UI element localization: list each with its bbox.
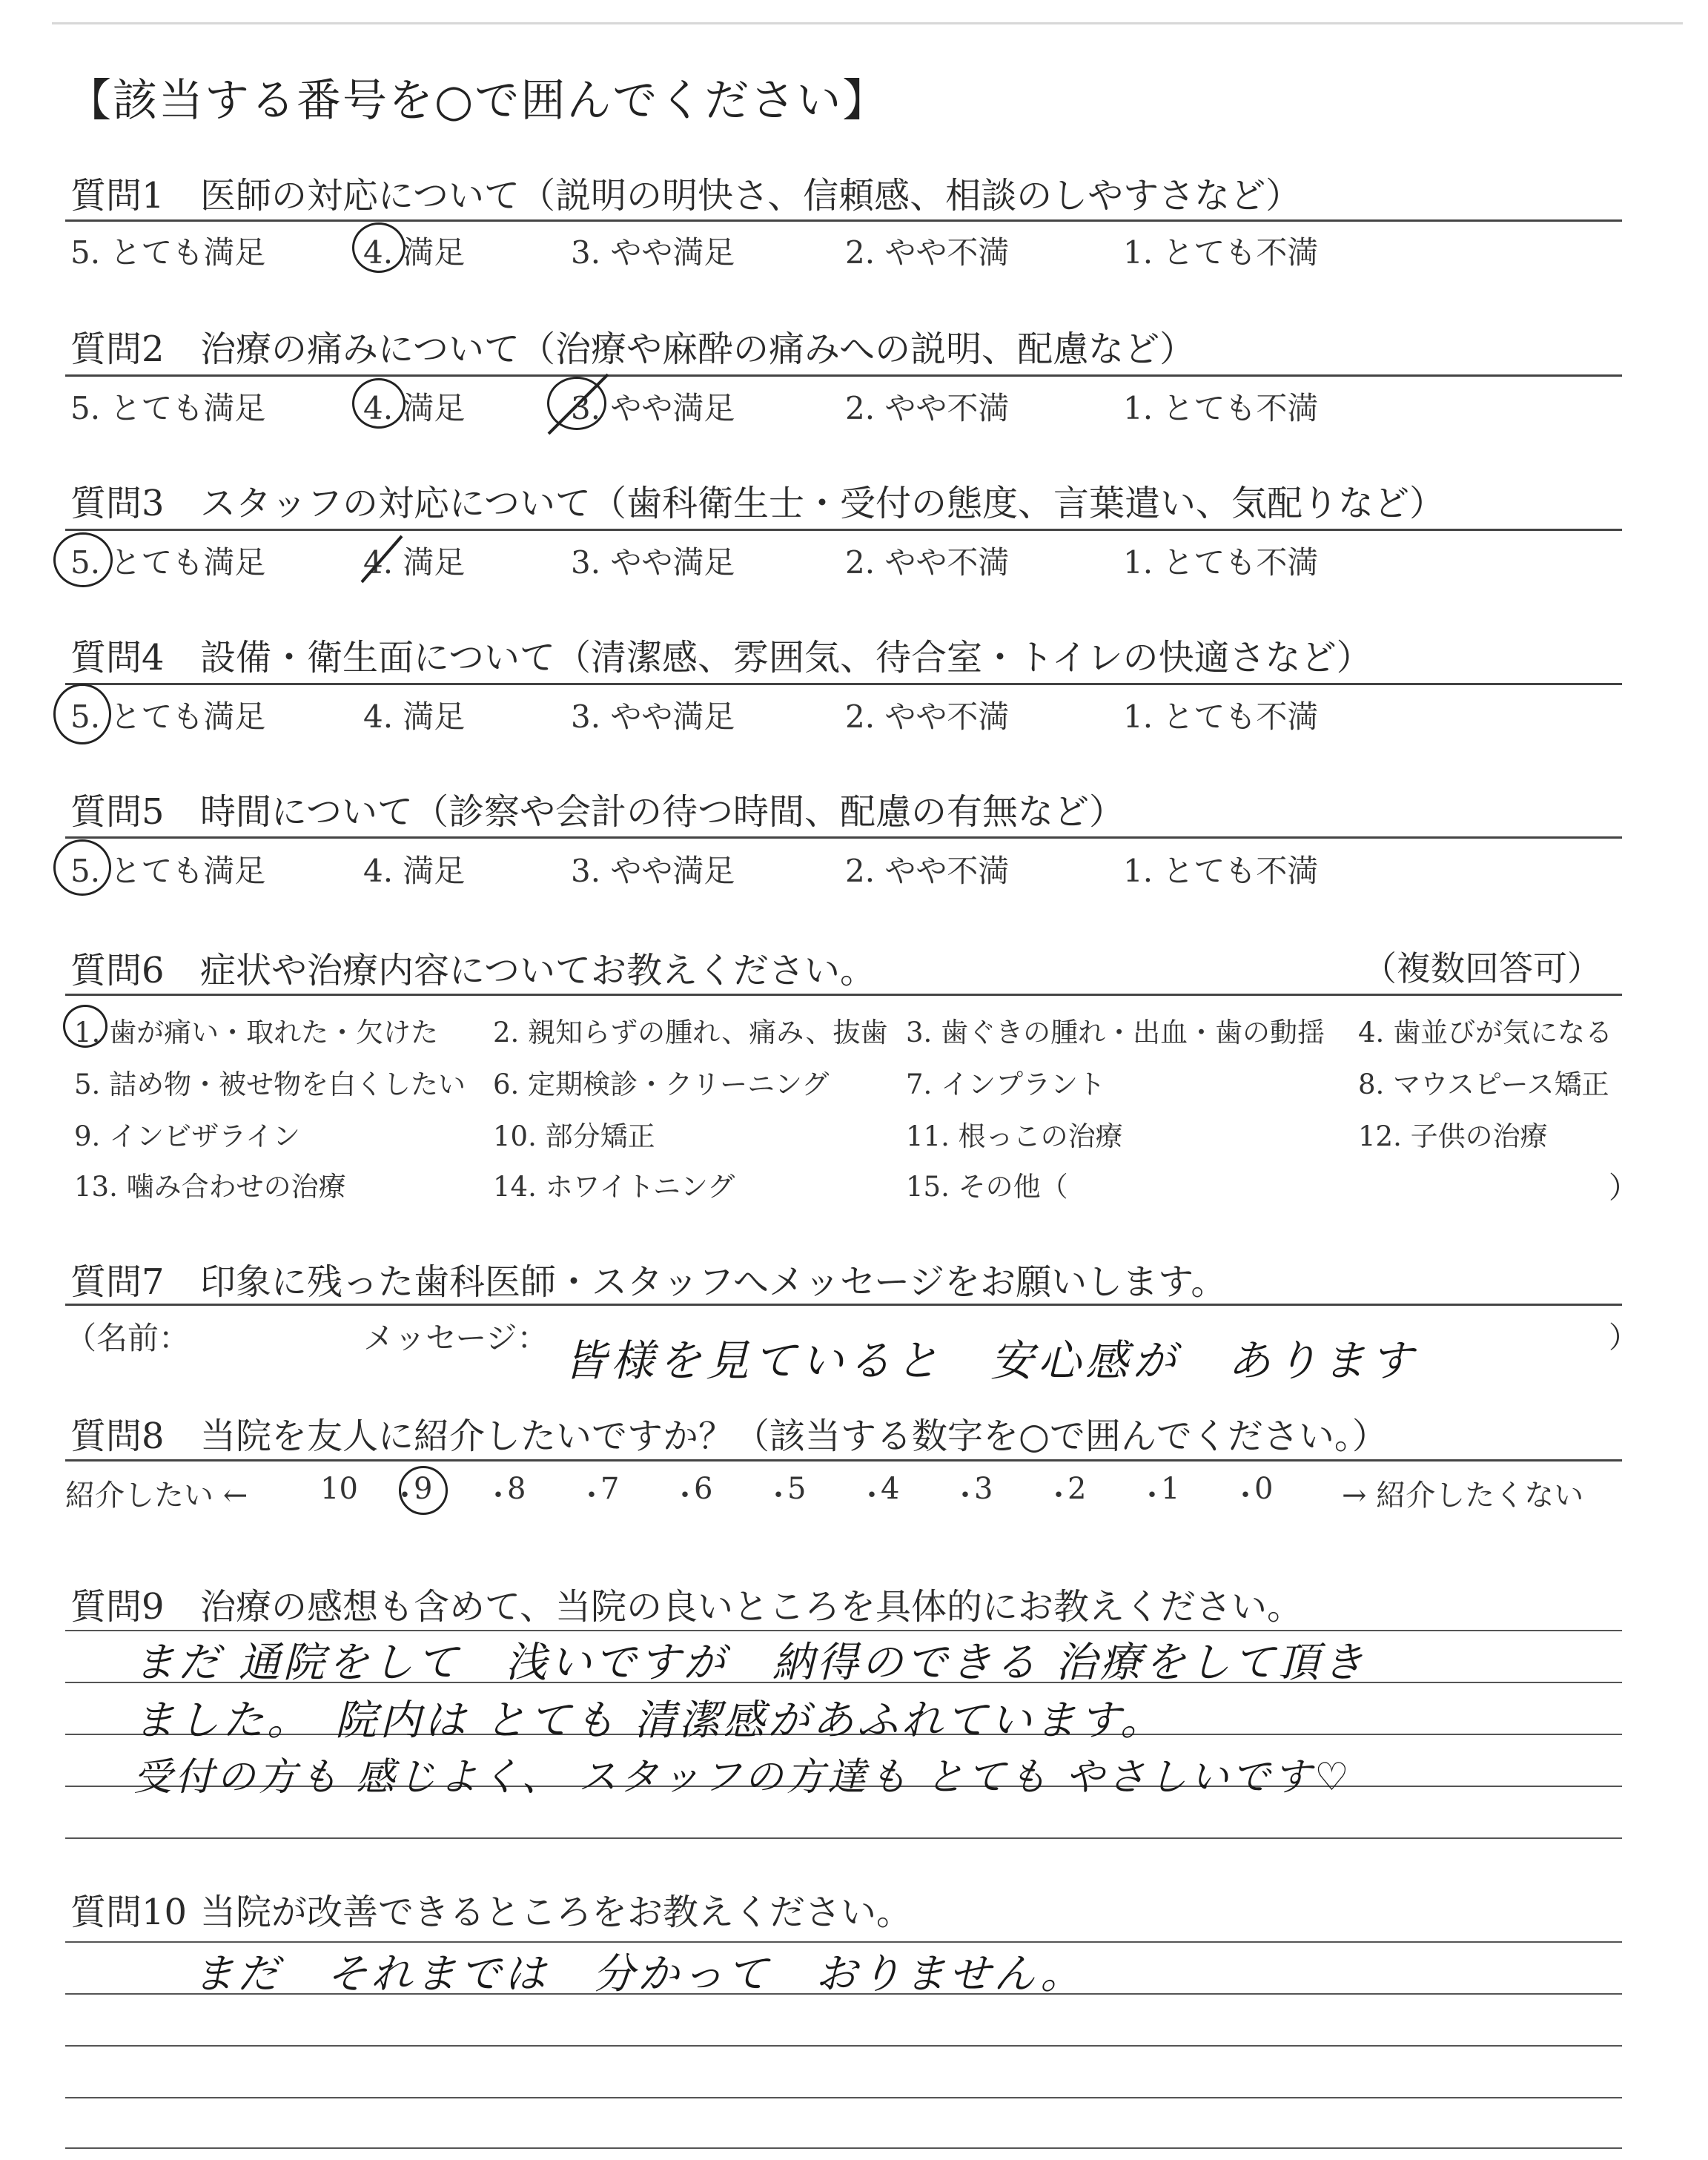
q8-scale-separator: ・ (1137, 1479, 1167, 1513)
question-7-text: 印象に残った歯科医師・スタッフへメッセージをお願いします。 (200, 1261, 1227, 1303)
q6-item-7[interactable]: 7. インプラント (906, 1069, 1106, 1100)
q8-scale-7[interactable]: 7 (600, 1472, 620, 1506)
q5-option-5[interactable]: 5. とても満足 (70, 853, 266, 889)
question-7-heading (70, 1253, 1226, 1304)
question-6-rule (65, 994, 1622, 996)
q8-scale-separator: ・ (1044, 1479, 1073, 1513)
question-7-rule (65, 1304, 1622, 1306)
q8-scale-separator: ・ (764, 1479, 793, 1513)
q1-selected-circle (352, 222, 406, 273)
question-5-heading (70, 783, 1125, 834)
q1-option-5[interactable]: 5. とても満足 (70, 234, 266, 271)
q9-handwritten-line-3: 受付の方も 感じよく、 スタッフの方達も とても やさしいです♡ (133, 1755, 1352, 1800)
q5-option-1[interactable]: 1. とても不満 (1123, 853, 1319, 889)
page-top-border (52, 22, 1683, 24)
question-10-text: 当院が改善できるところをお教えください。 (200, 1892, 913, 1933)
q9-handwritten-line-2: ました。 院内は とても 清潔感があふれています。 (133, 1697, 1165, 1745)
q10-handwritten-line-1: まだ それまでは 分かって おりません。 (193, 1950, 1085, 1998)
question-1-number: 質問1 (70, 175, 165, 217)
q6-item-15[interactable]: 15. その他（ (906, 1171, 1068, 1203)
q1-option-4[interactable]: 4. 満足 (363, 234, 466, 271)
q8-scale-separator: ・ (577, 1479, 606, 1513)
q1-option-2[interactable]: 2. やや不満 (845, 234, 1010, 271)
q6-item-10[interactable]: 10. 部分矯正 (493, 1120, 655, 1152)
q6-item-1[interactable]: 1. 歯が痛い・取れた・欠けた (74, 1017, 439, 1048)
q6-selected-circle (63, 1005, 107, 1048)
q7-message-label: メッセージ： (363, 1320, 549, 1356)
q8-scale-2[interactable]: 2 (1068, 1472, 1087, 1506)
question-3-rule (65, 529, 1622, 531)
question-6-number: 質問6 (70, 950, 165, 991)
q6-item-9[interactable]: 9. インビザライン (74, 1120, 300, 1152)
q8-selected-circle (399, 1466, 448, 1515)
question-8-text: 当院を友人に紹介したいですか？（該当する数字を○で囲んでください。） (200, 1416, 1388, 1457)
q3-strike-mark (356, 530, 408, 586)
q6-item-14[interactable]: 14. ホワイトニング (493, 1171, 735, 1203)
q8-scale-6[interactable]: 6 (694, 1472, 713, 1506)
q10-line-3 (65, 2045, 1622, 2047)
q6-item-4[interactable]: 4. 歯並びが気になる (1358, 1017, 1613, 1048)
q7-close-paren: ） (1609, 1321, 1638, 1355)
q5-selected-circle (53, 839, 111, 896)
q8-scale-separator: ・ (857, 1479, 887, 1513)
q2-selected-circle (352, 378, 406, 429)
q8-scale-separator: ・ (670, 1479, 700, 1513)
q5-option-4[interactable]: 4. 満足 (363, 853, 466, 889)
q2-option-3[interactable]: 3. やや満足 (571, 390, 735, 426)
question-4-heading (70, 629, 1372, 680)
q6-multiple-answers-note: （複数回答可） (1363, 948, 1601, 988)
question-9-number: 質問9 (70, 1586, 165, 1628)
q7-handwritten-message: 皆様を見ていると 安心感が あります (563, 1335, 1418, 1386)
q6-item-8[interactable]: 8. マウスピース矯正 (1358, 1069, 1609, 1100)
q3-option-3[interactable]: 3. やや満足 (571, 544, 735, 581)
question-6-heading (70, 942, 875, 993)
q9-handwritten-line-1: まだ 通院をして 浅いですが 納得のできる 治療をして頂き (133, 1639, 1367, 1687)
q8-scale-9[interactable]: 9 (414, 1472, 433, 1506)
question-4-number: 質問4 (70, 637, 165, 678)
q8-scale-separator: ・ (1231, 1479, 1260, 1513)
q4-option-1[interactable]: 1. とても不満 (1123, 698, 1319, 735)
question-9-text: 治療の感想も含めて、当院の良いところを具体的にお教えください。 (200, 1586, 1303, 1628)
question-9-heading (70, 1578, 1302, 1629)
q1-option-3[interactable]: 3. やや満足 (571, 234, 735, 271)
question-1-rule (65, 219, 1622, 222)
q8-right-label: → 紹介したくない (1342, 1479, 1584, 1513)
q6-item-5[interactable]: 5. 詰め物・被せ物を白くしたい (74, 1069, 466, 1100)
question-7-number: 質問7 (70, 1261, 165, 1303)
q9-line-5 (65, 1837, 1622, 1839)
q8-scale-3[interactable]: 3 (974, 1472, 993, 1506)
q8-scale-5[interactable]: 5 (787, 1472, 807, 1506)
q5-option-3[interactable]: 3. やや満足 (571, 853, 735, 889)
q6-item-11[interactable]: 11. 根っこの治療 (906, 1120, 1123, 1152)
q8-scale-separator: ・ (483, 1479, 513, 1513)
q1-option-1[interactable]: 1. とても不満 (1123, 234, 1319, 271)
question-2-rule (65, 374, 1622, 377)
q8-scale-10[interactable]: 10 (320, 1472, 358, 1506)
question-8-heading (70, 1407, 1388, 1459)
question-1-text: 医師の対応について（説明の明快さ、信頼感、相談のしやすさなど） (200, 175, 1302, 217)
q6-item-6[interactable]: 6. 定期検診・クリーニング (493, 1069, 830, 1100)
q6-other-close-paren: ） (1609, 1171, 1638, 1205)
q3-option-5[interactable]: 5. とても満足 (70, 544, 266, 581)
q8-scale-0[interactable]: 0 (1254, 1472, 1274, 1506)
q3-option-4[interactable]: 4. 満足 (363, 544, 466, 581)
q6-item-2[interactable]: 2. 親知らずの腫れ、痛み、抜歯 (493, 1017, 888, 1048)
q8-scale-8[interactable]: 8 (507, 1472, 526, 1506)
question-3-text: スタッフの対応について（歯科衛生士・受付の態度、言葉遣い、気配りなど） (200, 483, 1446, 524)
q2-option-2[interactable]: 2. やや不満 (845, 390, 1010, 426)
question-8-number: 質問8 (70, 1416, 165, 1457)
q10-line-4 (65, 2097, 1622, 2098)
q4-option-4[interactable]: 4. 満足 (363, 698, 466, 735)
question-4-rule (65, 683, 1622, 685)
q8-scale-separator: ・ (950, 1479, 980, 1513)
question-2-number: 質問2 (70, 328, 165, 370)
question-6-text: 症状や治療内容についてお教えください。 (200, 950, 876, 991)
question-5-number: 質問5 (70, 791, 165, 833)
question-10-number: 質問10 (70, 1892, 188, 1933)
question-1-heading (70, 167, 1301, 218)
form-title: 【該当する番号を○で囲んでください】 (67, 75, 889, 127)
q2-option-5[interactable]: 5. とても満足 (70, 390, 266, 426)
question-10-heading (70, 1883, 912, 1935)
q4-option-3[interactable]: 3. やや満足 (571, 698, 735, 735)
q8-left-label: 紹介したい ← (65, 1479, 248, 1513)
q10-line-5 (65, 2147, 1622, 2149)
question-3-number: 質問3 (70, 483, 165, 524)
q3-option-2[interactable]: 2. やや不満 (845, 544, 1010, 581)
q4-option-2[interactable]: 2. やや不満 (845, 698, 1010, 735)
q8-scale-4[interactable]: 4 (881, 1472, 900, 1506)
q2-option-4[interactable]: 4. 満足 (363, 390, 466, 426)
q3-selected-circle (53, 532, 113, 587)
question-5-text: 時間について（診察や会計の待つ時間、配慮の有無など） (200, 791, 1125, 833)
q6-item-13[interactable]: 13. 噛み合わせの治療 (74, 1171, 346, 1203)
question-2-text: 治療の痛みについて（治療や麻酔の痛みへの説明、配慮など） (200, 328, 1196, 370)
q3-option-1[interactable]: 1. とても不満 (1123, 544, 1319, 581)
q8-scale-separator: ・ (390, 1479, 420, 1513)
question-2-heading (70, 320, 1195, 371)
q8-scale-1[interactable]: 1 (1161, 1472, 1180, 1506)
question-8-rule (65, 1459, 1622, 1462)
q5-option-2[interactable]: 2. やや不満 (845, 853, 1010, 889)
q2-option-1[interactable]: 1. とても不満 (1123, 390, 1319, 426)
q2-strike-mark (541, 371, 615, 437)
q6-item-12[interactable]: 12. 子供の治療 (1358, 1120, 1548, 1152)
question-4-text: 設備・衛生面について（清潔感、雰囲気、待合室・トイレの快適さなど） (200, 637, 1372, 678)
q4-selected-circle (53, 684, 111, 744)
q6-item-3[interactable]: 3. 歯ぐきの腫れ・出血・歯の動揺 (906, 1017, 1325, 1048)
q7-name-label: （名前： (65, 1320, 191, 1356)
q4-option-5[interactable]: 5. とても満足 (70, 698, 266, 735)
question-5-rule (65, 836, 1622, 839)
question-3-heading (70, 475, 1445, 526)
